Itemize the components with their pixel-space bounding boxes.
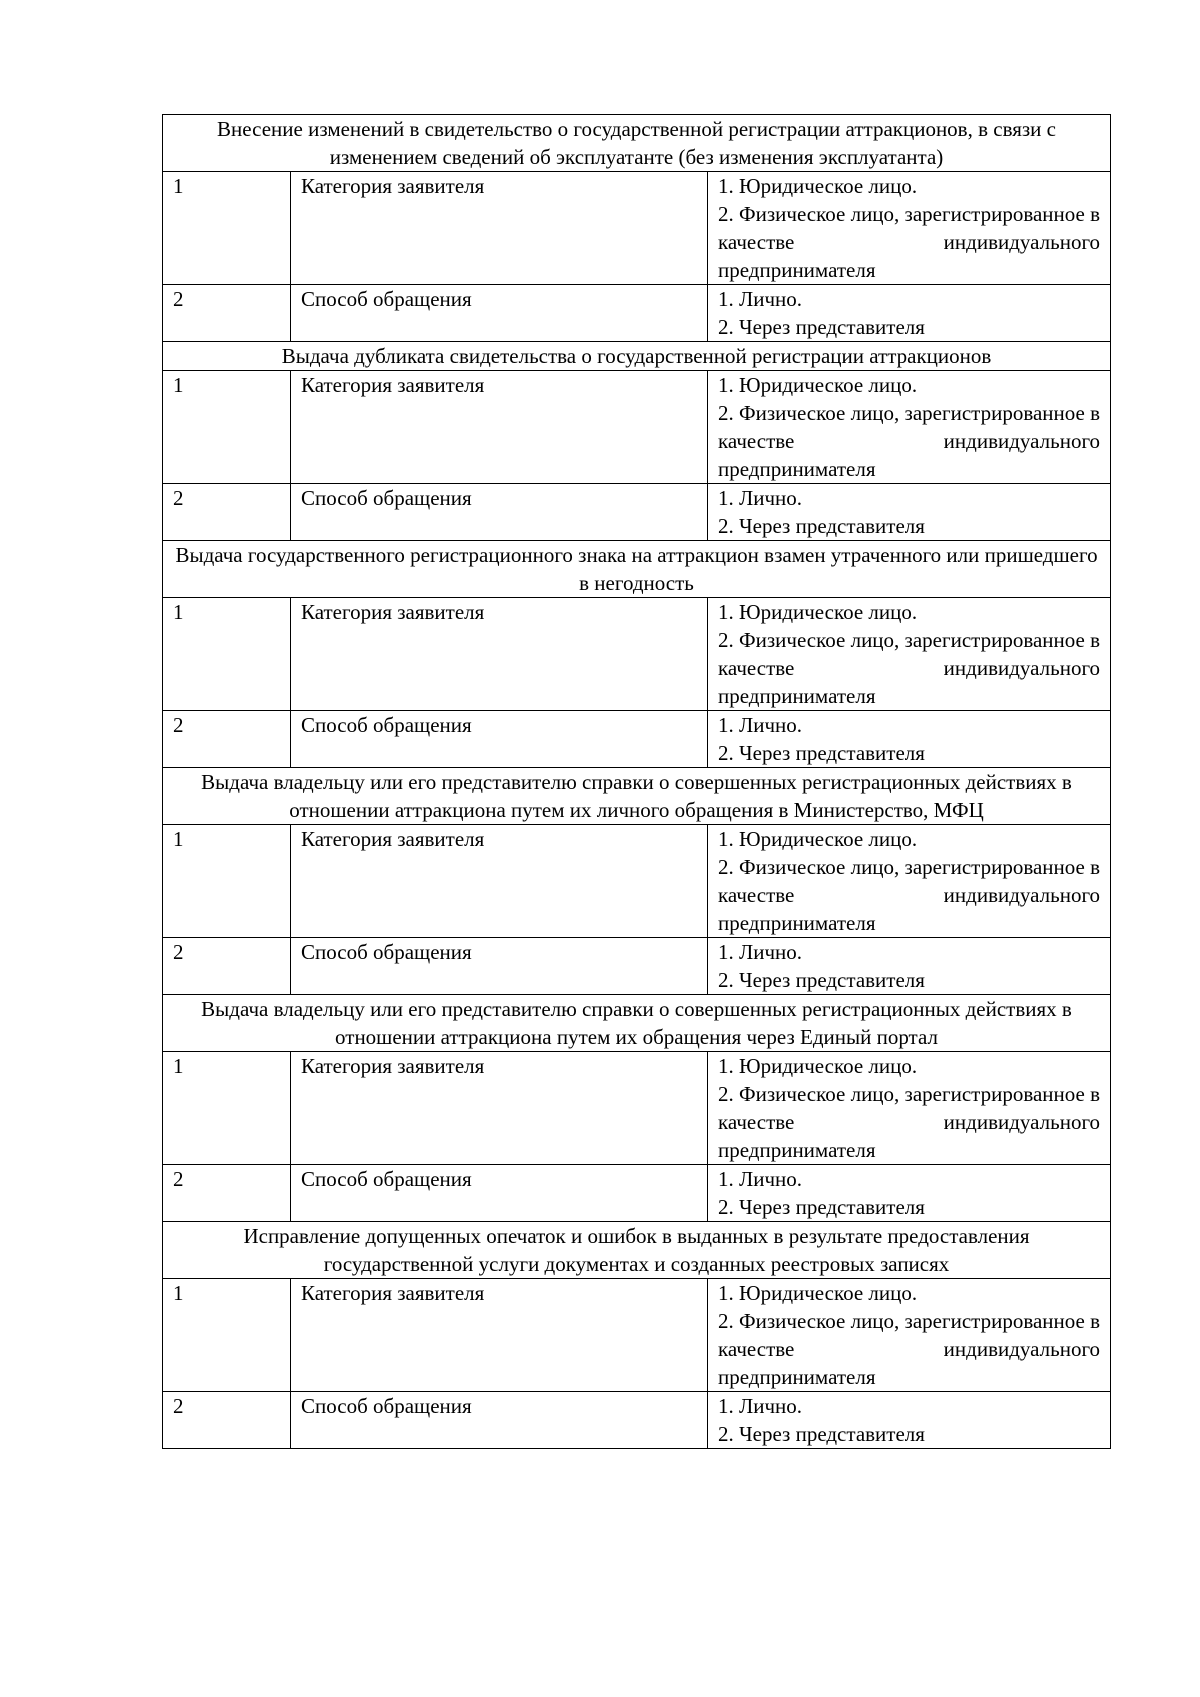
value-item: 2. Физическое лицо, зарегистрированное в качестве индивидуального предпринимателя [718,1082,1101,1162]
value-item: 1. Лично. [718,940,803,964]
section-header-row [163,115,1111,172]
services-table [162,114,1111,1449]
row-values [708,484,1111,541]
table-row [163,825,1111,938]
row-number: 2 [163,285,291,342]
value-item: 2. Физическое лицо, зарегистрированное в качестве индивидуального предпринимателя [718,628,1101,708]
table-row [163,711,1111,768]
value-item: 2. Через представителя [718,315,925,339]
row-label: Способ обращения [291,1392,708,1449]
section-title: Внесение изменений в свидетельство о государственной регистрации аттракционов, в связи с изменением сведений об эксплуатанте (без изменения эксплуатанта) [163,115,1111,172]
value-item: 1. Юридическое лицо. [718,600,918,624]
row-number: 1 [163,1052,291,1165]
value-item: 1. Юридическое лицо. [718,174,918,198]
row-number: 2 [163,1165,291,1222]
row-label: Категория заявителя [291,172,708,285]
table-row [163,371,1111,484]
services-table-body [163,115,1111,1449]
value-item: 1. Лично. [718,713,803,737]
table-row [163,484,1111,541]
section-title: Исправление допущенных опечаток и ошибок в выданных в результате предоставления государственной услуги документах и созданных реестровых записях [163,1222,1111,1279]
value-item: 2. Физическое лицо, зарегистрированное в качестве индивидуального предпринимателя [718,855,1101,935]
section-header-row [163,342,1111,371]
section-header-row [163,541,1111,598]
row-values [708,1165,1111,1222]
row-values [708,172,1111,285]
value-item: 2. Через представителя [718,1422,925,1446]
row-number: 2 [163,484,291,541]
row-values [708,371,1111,484]
row-number: 1 [163,1279,291,1392]
row-number: 2 [163,938,291,995]
table-row [163,1165,1111,1222]
table-row [163,598,1111,711]
value-item: 1. Юридическое лицо. [718,1281,918,1305]
row-label: Категория заявителя [291,1279,708,1392]
value-item: 2. Через представителя [718,741,925,765]
section-title: Выдача владельцу или его представителю справки о совершенных регистрационных действиях в отношении аттракциона путем их личного обращения в Министерство, МФЦ [163,768,1111,825]
value-item: 2. Физическое лицо, зарегистрированное в качестве индивидуального предпринимателя [718,202,1101,282]
row-label: Способ обращения [291,938,708,995]
value-item: 2. Через представителя [718,968,925,992]
value-item: 1. Лично. [718,287,803,311]
row-values [708,1279,1111,1392]
value-item: 2. Через представителя [718,514,925,538]
row-number: 1 [163,172,291,285]
section-title: Выдача владельцу или его представителю справки о совершенных регистрационных действиях в отношении аттракциона путем их обращения через Единый портал [163,995,1111,1052]
row-label: Категория заявителя [291,825,708,938]
row-label: Категория заявителя [291,371,708,484]
row-label: Категория заявителя [291,598,708,711]
value-item: 1. Лично. [718,1167,803,1191]
value-item: 2. Физическое лицо, зарегистрированное в качестве индивидуального предпринимателя [718,401,1101,481]
section-header-row [163,768,1111,825]
value-item: 1. Юридическое лицо. [718,373,918,397]
row-values [708,1392,1111,1449]
row-values [708,825,1111,938]
value-item: 2. Физическое лицо, зарегистрированное в качестве индивидуального предпринимателя [718,1309,1101,1389]
row-number: 1 [163,371,291,484]
row-values [708,285,1111,342]
row-label: Способ обращения [291,711,708,768]
table-row [163,1052,1111,1165]
value-item: 1. Лично. [718,486,803,510]
table-row [163,938,1111,995]
value-item: 1. Юридическое лицо. [718,827,918,851]
table-row [163,172,1111,285]
row-number: 2 [163,711,291,768]
row-label: Способ обращения [291,285,708,342]
section-header-row [163,1222,1111,1279]
row-values [708,711,1111,768]
value-item: 1. Юридическое лицо. [718,1054,918,1078]
value-item: 1. Лично. [718,1394,803,1418]
row-label: Способ обращения [291,1165,708,1222]
row-number: 2 [163,1392,291,1449]
value-item: 2. Через представителя [718,1195,925,1219]
document-page [162,114,1110,1449]
table-row [163,1392,1111,1449]
row-values [708,938,1111,995]
row-number: 1 [163,598,291,711]
row-values [708,1052,1111,1165]
row-values [708,598,1111,711]
row-label: Способ обращения [291,484,708,541]
section-title: Выдача государственного регистрационного знака на аттракцион взамен утраченного или пришедшего в негодность [163,541,1111,598]
row-label: Категория заявителя [291,1052,708,1165]
section-header-row [163,995,1111,1052]
section-title: Выдача дубликата свидетельства о государственной регистрации аттракционов [163,342,1111,371]
table-row [163,1279,1111,1392]
row-number: 1 [163,825,291,938]
table-row [163,285,1111,342]
